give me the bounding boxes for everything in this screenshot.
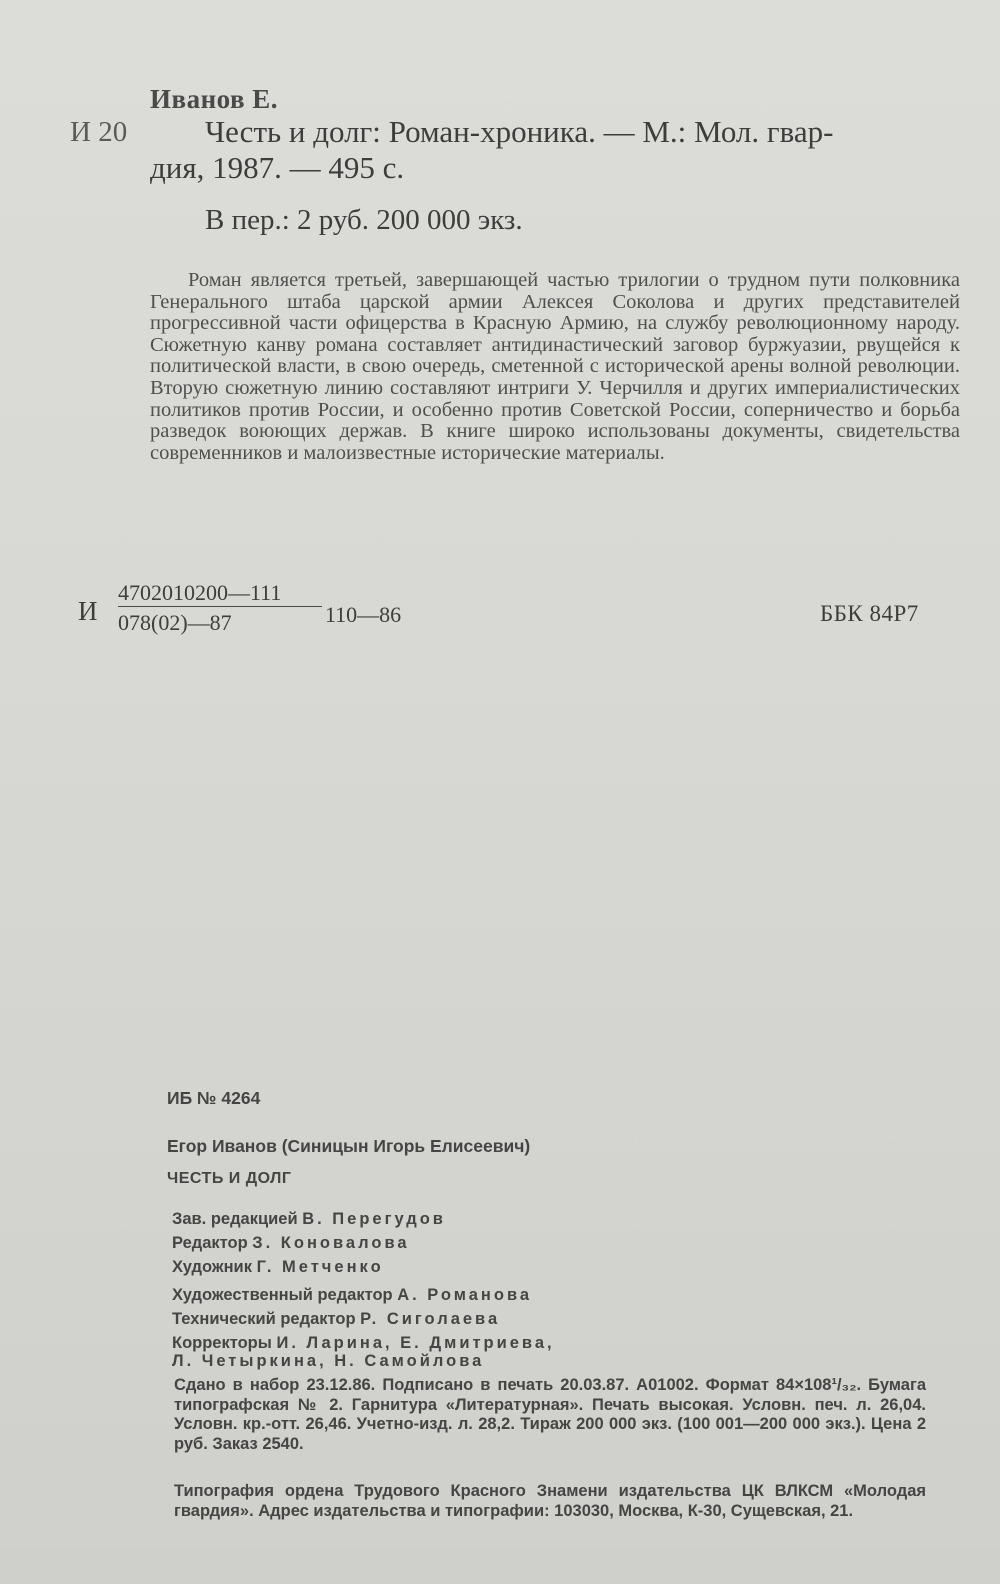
staff-person: И. Ларина, Е. Дмитриева, xyxy=(276,1334,555,1352)
print-details: Сдано в набор 23.12.86. Подписано в печать 20.03.87. А01002. Формат 84×108¹/₃₂. Бумага типографская № 2. Гарнитура «Литературная». Печать высокая. Условн. печ. л. 26,04. Условн. кр.-отт. 26,46. Учетно-изд. л. 28,2. Тираж 200 000 экз. (100 001—200 000 экз.). Цена 2 руб. Заказ 2540. xyxy=(174,1376,926,1453)
staff-person: Р. Сиголаева xyxy=(360,1310,501,1328)
staff-person: В. Перегудов xyxy=(302,1210,446,1228)
staff-role: Художественный редактор xyxy=(172,1286,393,1304)
staff-line xyxy=(172,1352,484,1371)
title-line-1: Честь и долг: Роман-хроника. — М.: Мол. гвар- xyxy=(205,114,834,149)
price-line: В пер.: 2 руб. 200 000 экз. xyxy=(205,204,523,236)
typography-address: Типография ордена Трудового Красного Знамени издательства ЦК ВЛКСМ «Молодая гвардия». Адрес издательства и типографии: 103030, Москва, К-30, Сущевская, 21. xyxy=(174,1482,926,1520)
abstract-text: Роман является третьей, завершающей частью трилогии о трудном пути полковника Генерального штаба царской армии Алексея Соколова и других представителей прогрессивной части офицерства в Красную Армию, на службу революционному народу. Сюжетную канву романа составляет антидинастический заговор буржуазии, рвущейся к политической власти, в свою очередь, сметенной с исторической арены волной революции. Вторую сюжетную линию составляют интриги У. Черчилля и других империалистических политиков против России, и особенно против Советской России, соперничество и борьба разведок воюющих держав. В книге широко использованы документы, свидетельства современников и малоизвестные исторические материалы. xyxy=(150,269,960,464)
staff-role: Редактор xyxy=(172,1234,248,1252)
catalog-code: И 20 xyxy=(70,116,128,148)
staff-role: Зав. редакцией xyxy=(172,1210,298,1228)
staff-line xyxy=(172,1310,500,1329)
staff-line xyxy=(172,1210,446,1229)
staff-role: Технический редактор xyxy=(172,1310,356,1328)
index-numerator: 4702010200—111 xyxy=(118,580,282,605)
fraction-bar xyxy=(118,606,322,607)
book-title-caps: ЧЕСТЬ И ДОЛГ xyxy=(167,1170,292,1187)
staff-person: Л. Четыркина, Н. Самойлова xyxy=(172,1352,485,1370)
staff-line xyxy=(172,1234,410,1253)
staff-person: Г. Метченко xyxy=(256,1258,384,1276)
ib-number: ИБ № 4264 xyxy=(167,1088,261,1108)
index-letter: И xyxy=(78,596,98,626)
staff-line xyxy=(172,1286,532,1305)
index-tail: 110—86 xyxy=(325,602,402,627)
title-line-2: дия, 1987. — 495 с. xyxy=(150,150,405,185)
staff-role: Художник xyxy=(172,1258,252,1276)
index-denominator: 078(02)—87 xyxy=(118,610,232,635)
staff-line xyxy=(172,1258,384,1277)
staff-person: З. Коновалова xyxy=(252,1234,410,1252)
staff-line xyxy=(172,1334,555,1353)
author-name: Иванов Е. xyxy=(150,84,279,114)
author-full-name: Егор Иванов (Синицын Игорь Елисеевич) xyxy=(167,1136,531,1156)
bbk-code: ББК 84Р7 xyxy=(820,601,919,626)
staff-person: А. Романова xyxy=(397,1286,533,1304)
staff-role: Корректоры xyxy=(172,1334,272,1352)
